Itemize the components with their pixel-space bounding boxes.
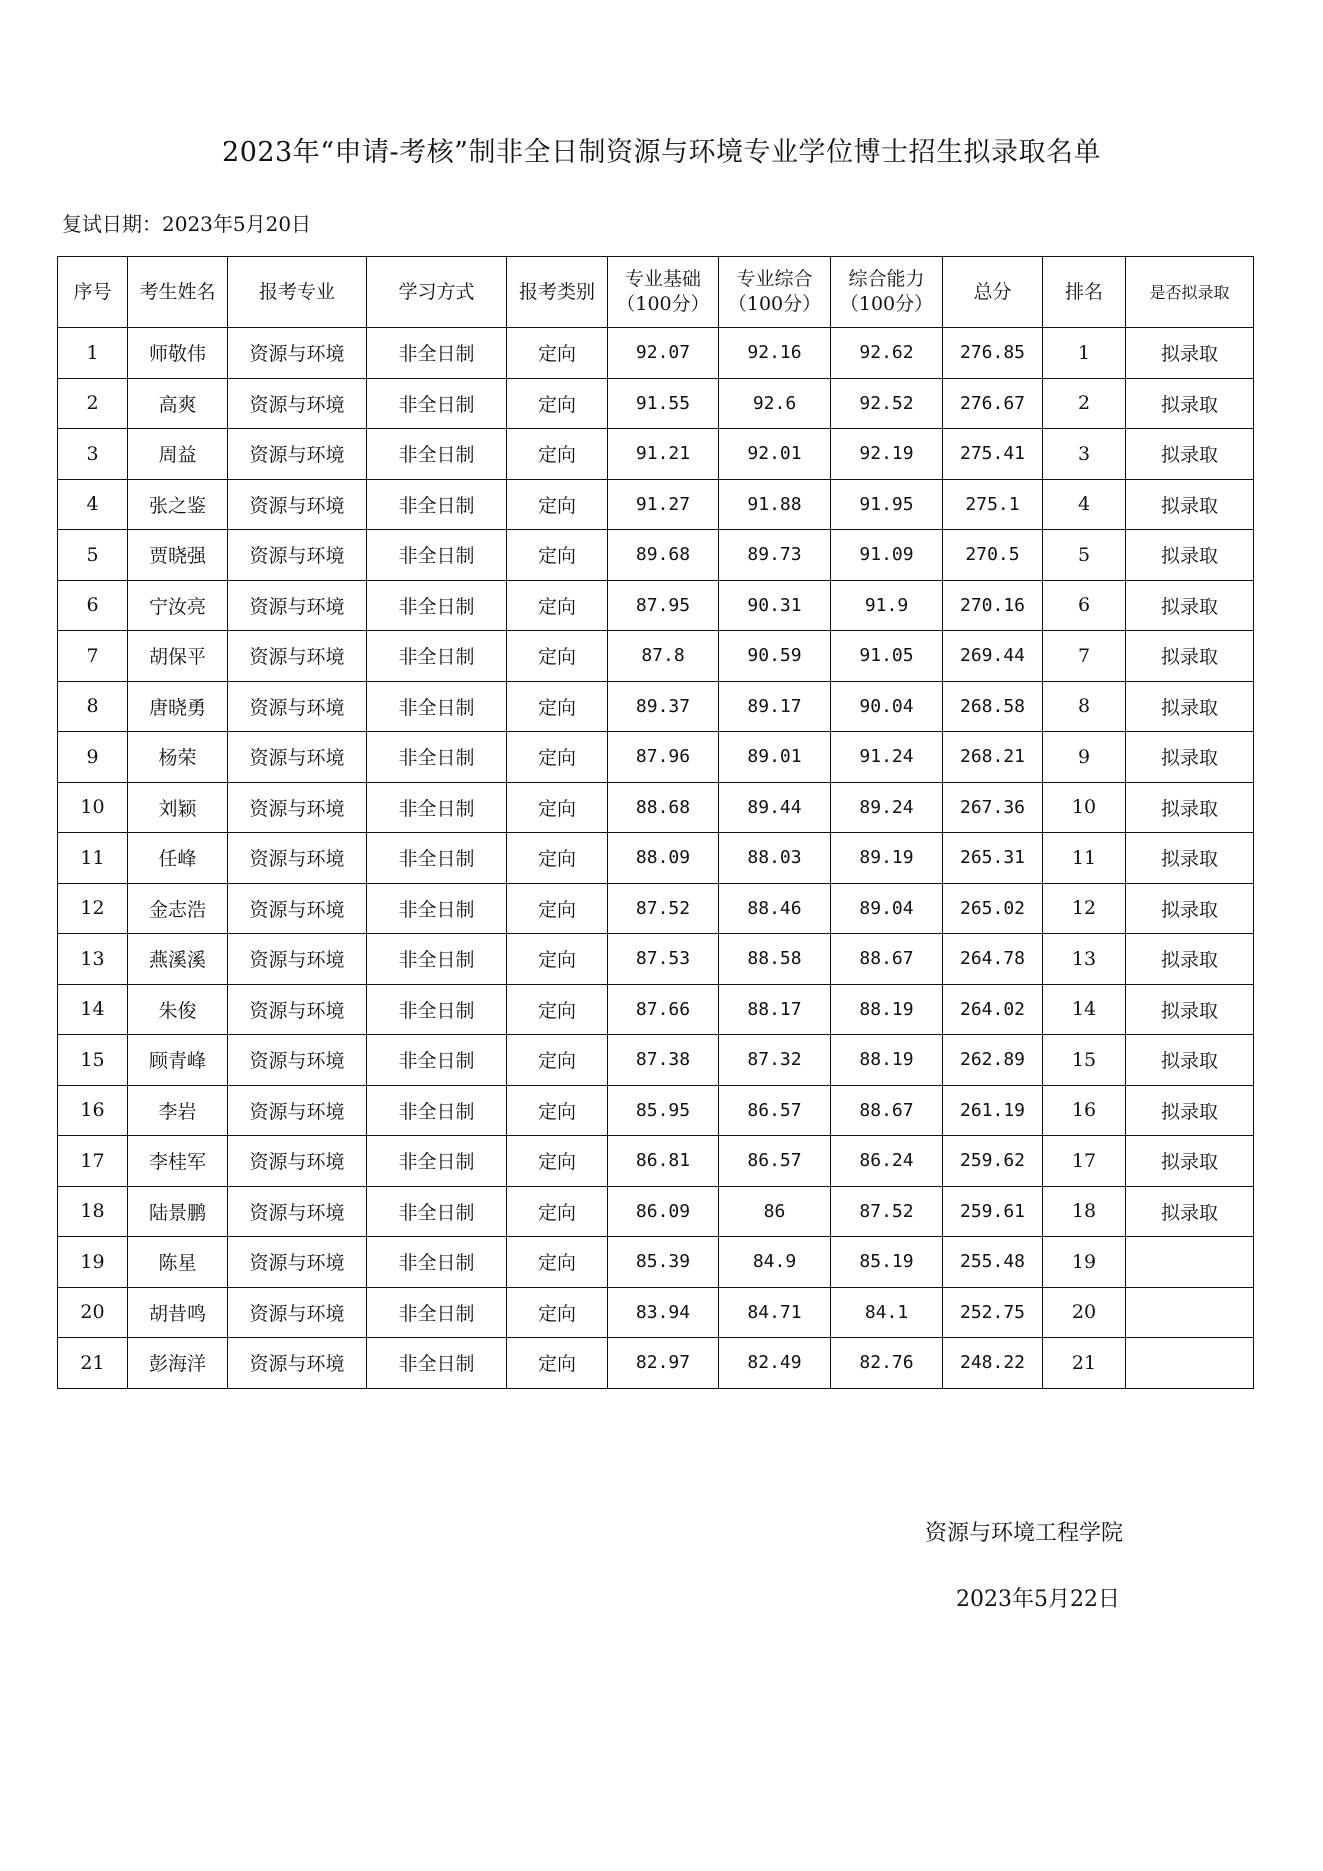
cell-study-mode: 非全日制 [367, 1085, 507, 1136]
cell-rank: 4 [1043, 479, 1126, 530]
header-basic-label: 专业基础 [624, 268, 701, 290]
signature-organization: 资源与环境工程学院 [925, 1521, 1124, 1546]
cell-name: 李岩 [128, 1085, 228, 1136]
cell-seq: 7 [58, 631, 128, 682]
cell-study-mode: 非全日制 [367, 984, 507, 1035]
cell-total: 261.19 [943, 1085, 1043, 1136]
cell-major: 资源与环境 [228, 328, 367, 379]
cell-category: 定向 [507, 883, 608, 934]
cell-basic-score: 87.95 [608, 580, 719, 631]
cell-major: 资源与环境 [228, 1035, 367, 1086]
cell-total: 276.67 [943, 378, 1043, 429]
cell-study-mode: 非全日制 [367, 1186, 507, 1237]
cell-basic-score: 91.21 [608, 429, 719, 480]
cell-rank: 20 [1043, 1287, 1126, 1338]
table-row [58, 984, 1254, 1035]
cell-category: 定向 [507, 934, 608, 985]
cell-ability-score: 91.05 [831, 631, 943, 682]
cell-study-mode: 非全日制 [367, 883, 507, 934]
cell-study-mode: 非全日制 [367, 1035, 507, 1086]
cell-study-mode: 非全日制 [367, 681, 507, 732]
header-ability-label: 综合能力 [848, 268, 925, 290]
cell-seq: 17 [58, 1136, 128, 1187]
cell-ability-score: 85.19 [831, 1237, 943, 1288]
cell-major: 资源与环境 [228, 1237, 367, 1288]
table-row [58, 479, 1254, 530]
cell-total: 269.44 [943, 631, 1043, 682]
table-body [58, 328, 1254, 1389]
cell-seq: 14 [58, 984, 128, 1035]
cell-major: 资源与环境 [228, 378, 367, 429]
cell-basic-score: 92.07 [608, 328, 719, 379]
cell-rank: 13 [1043, 934, 1126, 985]
cell-basic-score: 86.09 [608, 1186, 719, 1237]
cell-rank: 5 [1043, 530, 1126, 581]
cell-total: 270.16 [943, 580, 1043, 631]
table-row [58, 1287, 1254, 1338]
cell-total: 267.36 [943, 782, 1043, 833]
cell-rank: 9 [1043, 732, 1126, 783]
cell-admitted: 拟录取 [1126, 479, 1254, 530]
cell-category: 定向 [507, 1136, 608, 1187]
cell-comprehensive-score: 89.44 [719, 782, 831, 833]
cell-admitted: 拟录取 [1126, 984, 1254, 1035]
cell-name: 朱俊 [128, 984, 228, 1035]
cell-rank: 11 [1043, 833, 1126, 884]
table-row [58, 732, 1254, 783]
cell-rank: 10 [1043, 782, 1126, 833]
cell-basic-score: 86.81 [608, 1136, 719, 1187]
cell-admitted: 拟录取 [1126, 1085, 1254, 1136]
cell-comprehensive-score: 86.57 [719, 1136, 831, 1187]
cell-comprehensive-score: 88.03 [719, 833, 831, 884]
cell-basic-score: 91.55 [608, 378, 719, 429]
cell-category: 定向 [507, 1035, 608, 1086]
cell-rank: 8 [1043, 681, 1126, 732]
cell-seq: 10 [58, 782, 128, 833]
cell-seq: 15 [58, 1035, 128, 1086]
header-basic-unit: （100分） [616, 293, 710, 315]
cell-rank: 18 [1043, 1186, 1126, 1237]
cell-study-mode: 非全日制 [367, 1338, 507, 1389]
cell-total: 265.02 [943, 883, 1043, 934]
table-row [58, 934, 1254, 985]
cell-name: 师敬伟 [128, 328, 228, 379]
cell-name: 燕溪溪 [128, 934, 228, 985]
cell-admitted: 拟录取 [1126, 631, 1254, 682]
cell-comprehensive-score: 92.16 [719, 328, 831, 379]
cell-basic-score: 85.39 [608, 1237, 719, 1288]
cell-comprehensive-score: 92.6 [719, 378, 831, 429]
cell-rank: 14 [1043, 984, 1126, 1035]
header-ability-score [831, 257, 943, 328]
cell-seq: 1 [58, 328, 128, 379]
cell-category: 定向 [507, 1338, 608, 1389]
table-row [58, 530, 1254, 581]
cell-ability-score: 91.9 [831, 580, 943, 631]
cell-admitted: 拟录取 [1126, 1035, 1254, 1086]
cell-major: 资源与环境 [228, 1338, 367, 1389]
cell-comprehensive-score: 84.9 [719, 1237, 831, 1288]
cell-name: 李桂军 [128, 1136, 228, 1187]
cell-comprehensive-score: 89.73 [719, 530, 831, 581]
exam-date: 复试日期：2023年5月20日 [62, 212, 312, 236]
cell-major: 资源与环境 [228, 479, 367, 530]
cell-comprehensive-score: 88.17 [719, 984, 831, 1035]
cell-ability-score: 91.09 [831, 530, 943, 581]
cell-total: 264.78 [943, 934, 1043, 985]
cell-ability-score: 88.19 [831, 1035, 943, 1086]
cell-basic-score: 87.38 [608, 1035, 719, 1086]
header-study-mode: 学习方式 [367, 257, 507, 328]
header-major: 报考专业 [228, 257, 367, 328]
cell-seq: 12 [58, 883, 128, 934]
table-row [58, 429, 1254, 480]
cell-comprehensive-score: 82.49 [719, 1338, 831, 1389]
cell-ability-score: 89.24 [831, 782, 943, 833]
cell-rank: 6 [1043, 580, 1126, 631]
cell-name: 胡保平 [128, 631, 228, 682]
header-comprehensive-label: 专业综合 [736, 268, 813, 290]
cell-total: 262.89 [943, 1035, 1043, 1086]
cell-ability-score: 89.19 [831, 833, 943, 884]
cell-total: 259.61 [943, 1186, 1043, 1237]
cell-name: 任峰 [128, 833, 228, 884]
cell-admitted: 拟录取 [1126, 883, 1254, 934]
table-row [58, 681, 1254, 732]
cell-admitted: 拟录取 [1126, 530, 1254, 581]
cell-admitted: 拟录取 [1126, 833, 1254, 884]
cell-comprehensive-score: 88.58 [719, 934, 831, 985]
cell-rank: 15 [1043, 1035, 1126, 1086]
table-row [58, 1338, 1254, 1389]
cell-major: 资源与环境 [228, 681, 367, 732]
cell-seq: 20 [58, 1287, 128, 1338]
cell-study-mode: 非全日制 [367, 934, 507, 985]
cell-seq: 2 [58, 378, 128, 429]
cell-major: 资源与环境 [228, 1287, 367, 1338]
cell-comprehensive-score: 91.88 [719, 479, 831, 530]
table-row [58, 833, 1254, 884]
cell-admitted [1126, 1237, 1254, 1288]
document-title: 2023年“申请-考核”制非全日制资源与环境专业学位博士招生拟录取名单 [222, 137, 1101, 168]
cell-study-mode: 非全日制 [367, 1136, 507, 1187]
cell-total: 276.85 [943, 328, 1043, 379]
cell-name: 宁汝亮 [128, 580, 228, 631]
cell-rank: 16 [1043, 1085, 1126, 1136]
cell-category: 定向 [507, 833, 608, 884]
cell-major: 资源与环境 [228, 1136, 367, 1187]
cell-category: 定向 [507, 681, 608, 732]
cell-rank: 3 [1043, 429, 1126, 480]
cell-name: 陈星 [128, 1237, 228, 1288]
cell-name: 周益 [128, 429, 228, 480]
header-ability-unit: （100分） [839, 293, 934, 315]
cell-rank: 12 [1043, 883, 1126, 934]
table-row [58, 328, 1254, 379]
cell-comprehensive-score: 89.17 [719, 681, 831, 732]
cell-basic-score: 82.97 [608, 1338, 719, 1389]
cell-major: 资源与环境 [228, 530, 367, 581]
cell-rank: 21 [1043, 1338, 1126, 1389]
cell-category: 定向 [507, 328, 608, 379]
admission-table [57, 256, 1254, 1389]
cell-major: 资源与环境 [228, 984, 367, 1035]
cell-admitted: 拟录取 [1126, 580, 1254, 631]
cell-comprehensive-score: 92.01 [719, 429, 831, 480]
cell-basic-score: 85.95 [608, 1085, 719, 1136]
cell-basic-score: 88.68 [608, 782, 719, 833]
cell-name: 张之鉴 [128, 479, 228, 530]
cell-seq: 11 [58, 833, 128, 884]
cell-comprehensive-score: 88.46 [719, 883, 831, 934]
cell-seq: 9 [58, 732, 128, 783]
cell-study-mode: 非全日制 [367, 833, 507, 884]
cell-comprehensive-score: 90.59 [719, 631, 831, 682]
cell-name: 刘颖 [128, 782, 228, 833]
cell-study-mode: 非全日制 [367, 429, 507, 480]
header-seq: 序号 [58, 257, 128, 328]
cell-name: 贾晓强 [128, 530, 228, 581]
header-category: 报考类别 [507, 257, 608, 328]
table-row [58, 378, 1254, 429]
cell-study-mode: 非全日制 [367, 1237, 507, 1288]
cell-category: 定向 [507, 1287, 608, 1338]
cell-admitted: 拟录取 [1126, 429, 1254, 480]
cell-admitted [1126, 1338, 1254, 1389]
cell-total: 268.58 [943, 681, 1043, 732]
cell-rank: 19 [1043, 1237, 1126, 1288]
cell-major: 资源与环境 [228, 1085, 367, 1136]
cell-name: 杨荣 [128, 732, 228, 783]
cell-ability-score: 84.1 [831, 1287, 943, 1338]
cell-seq: 19 [58, 1237, 128, 1288]
cell-name: 顾青峰 [128, 1035, 228, 1086]
cell-basic-score: 89.68 [608, 530, 719, 581]
cell-ability-score: 82.76 [831, 1338, 943, 1389]
cell-name: 陆景鹏 [128, 1186, 228, 1237]
cell-name: 唐晓勇 [128, 681, 228, 732]
cell-total: 265.31 [943, 833, 1043, 884]
cell-ability-score: 87.52 [831, 1186, 943, 1237]
cell-ability-score: 88.67 [831, 934, 943, 985]
cell-comprehensive-score: 87.32 [719, 1035, 831, 1086]
signature-date: 2023年5月22日 [956, 1587, 1120, 1612]
cell-ability-score: 91.24 [831, 732, 943, 783]
table-row [58, 1085, 1254, 1136]
cell-admitted: 拟录取 [1126, 782, 1254, 833]
cell-ability-score: 88.19 [831, 984, 943, 1035]
cell-admitted: 拟录取 [1126, 328, 1254, 379]
cell-admitted: 拟录取 [1126, 681, 1254, 732]
cell-study-mode: 非全日制 [367, 580, 507, 631]
cell-category: 定向 [507, 378, 608, 429]
cell-major: 资源与环境 [228, 833, 367, 884]
cell-major: 资源与环境 [228, 883, 367, 934]
cell-category: 定向 [507, 631, 608, 682]
cell-major: 资源与环境 [228, 732, 367, 783]
cell-seq: 16 [58, 1085, 128, 1136]
cell-basic-score: 87.52 [608, 883, 719, 934]
cell-category: 定向 [507, 580, 608, 631]
cell-name: 彭海洋 [128, 1338, 228, 1389]
cell-seq: 3 [58, 429, 128, 480]
cell-total: 275.1 [943, 479, 1043, 530]
header-comprehensive-unit: （100分） [727, 293, 822, 315]
table-row [58, 1237, 1254, 1288]
table-row [58, 1035, 1254, 1086]
cell-seq: 18 [58, 1186, 128, 1237]
cell-seq: 5 [58, 530, 128, 581]
cell-seq: 13 [58, 934, 128, 985]
cell-comprehensive-score: 89.01 [719, 732, 831, 783]
cell-rank: 17 [1043, 1136, 1126, 1187]
cell-name: 高爽 [128, 378, 228, 429]
cell-admitted: 拟录取 [1126, 732, 1254, 783]
cell-total: 255.48 [943, 1237, 1043, 1288]
cell-category: 定向 [507, 984, 608, 1035]
cell-seq: 6 [58, 580, 128, 631]
cell-major: 资源与环境 [228, 631, 367, 682]
cell-ability-score: 92.19 [831, 429, 943, 480]
cell-category: 定向 [507, 429, 608, 480]
table-row [58, 883, 1254, 934]
header-basic-score [608, 257, 719, 328]
cell-major: 资源与环境 [228, 580, 367, 631]
cell-ability-score: 89.04 [831, 883, 943, 934]
cell-major: 资源与环境 [228, 1186, 367, 1237]
cell-comprehensive-score: 84.71 [719, 1287, 831, 1338]
cell-admitted [1126, 1287, 1254, 1338]
cell-study-mode: 非全日制 [367, 631, 507, 682]
cell-basic-score: 91.27 [608, 479, 719, 530]
cell-ability-score: 91.95 [831, 479, 943, 530]
cell-basic-score: 83.94 [608, 1287, 719, 1338]
cell-ability-score: 92.62 [831, 328, 943, 379]
cell-category: 定向 [507, 1085, 608, 1136]
cell-basic-score: 87.8 [608, 631, 719, 682]
cell-major: 资源与环境 [228, 782, 367, 833]
cell-study-mode: 非全日制 [367, 782, 507, 833]
cell-basic-score: 88.09 [608, 833, 719, 884]
cell-major: 资源与环境 [228, 429, 367, 480]
header-comprehensive-score [719, 257, 831, 328]
cell-ability-score: 86.24 [831, 1136, 943, 1187]
cell-name: 胡昔鸣 [128, 1287, 228, 1338]
cell-study-mode: 非全日制 [367, 479, 507, 530]
table-header-row [58, 257, 1254, 328]
cell-total: 270.5 [943, 530, 1043, 581]
header-rank: 排名 [1043, 257, 1126, 328]
cell-study-mode: 非全日制 [367, 1287, 507, 1338]
cell-category: 定向 [507, 1186, 608, 1237]
cell-ability-score: 92.52 [831, 378, 943, 429]
cell-rank: 2 [1043, 378, 1126, 429]
cell-study-mode: 非全日制 [367, 530, 507, 581]
cell-ability-score: 88.67 [831, 1085, 943, 1136]
cell-basic-score: 87.96 [608, 732, 719, 783]
cell-category: 定向 [507, 732, 608, 783]
cell-total: 264.02 [943, 984, 1043, 1035]
cell-study-mode: 非全日制 [367, 328, 507, 379]
cell-seq: 8 [58, 681, 128, 732]
cell-total: 275.41 [943, 429, 1043, 480]
cell-comprehensive-score: 86.57 [719, 1085, 831, 1136]
cell-basic-score: 89.37 [608, 681, 719, 732]
table-row [58, 1186, 1254, 1237]
cell-major: 资源与环境 [228, 934, 367, 985]
cell-basic-score: 87.66 [608, 984, 719, 1035]
cell-rank: 7 [1043, 631, 1126, 682]
cell-study-mode: 非全日制 [367, 732, 507, 783]
cell-category: 定向 [507, 1237, 608, 1288]
cell-seq: 21 [58, 1338, 128, 1389]
cell-admitted: 拟录取 [1126, 1136, 1254, 1187]
cell-admitted: 拟录取 [1126, 1186, 1254, 1237]
header-admitted: 是否拟录取 [1126, 257, 1254, 328]
cell-category: 定向 [507, 782, 608, 833]
cell-category: 定向 [507, 479, 608, 530]
header-total: 总分 [943, 257, 1043, 328]
cell-comprehensive-score: 86 [719, 1186, 831, 1237]
cell-category: 定向 [507, 530, 608, 581]
table-row [58, 580, 1254, 631]
cell-ability-score: 90.04 [831, 681, 943, 732]
cell-basic-score: 87.53 [608, 934, 719, 985]
cell-total: 248.22 [943, 1338, 1043, 1389]
table-row [58, 631, 1254, 682]
header-name: 考生姓名 [128, 257, 228, 328]
cell-admitted: 拟录取 [1126, 934, 1254, 985]
table-row [58, 1136, 1254, 1187]
cell-seq: 4 [58, 479, 128, 530]
cell-total: 259.62 [943, 1136, 1043, 1187]
table-row [58, 782, 1254, 833]
cell-total: 268.21 [943, 732, 1043, 783]
cell-admitted: 拟录取 [1126, 378, 1254, 429]
cell-rank: 1 [1043, 328, 1126, 379]
cell-name: 金志浩 [128, 883, 228, 934]
cell-comprehensive-score: 90.31 [719, 580, 831, 631]
cell-study-mode: 非全日制 [367, 378, 507, 429]
cell-total: 252.75 [943, 1287, 1043, 1338]
